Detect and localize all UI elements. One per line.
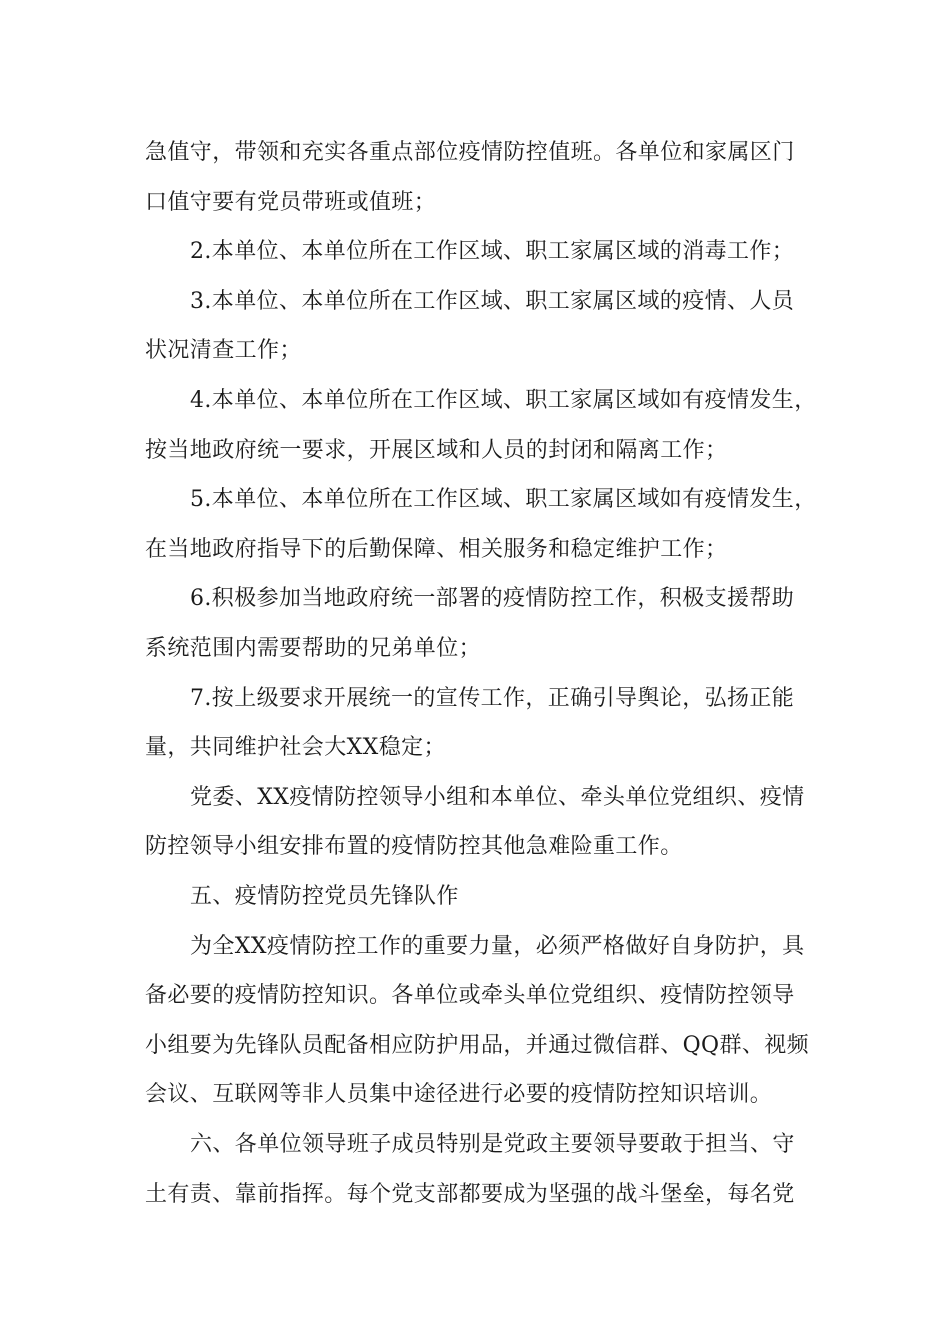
- section-heading-6: 六、各单位领导班子成员特别是党政主要领导要敢于担当、守: [190, 1132, 795, 1157]
- body-text-line: 状况清查工作；: [145, 338, 302, 363]
- paragraph-first-line: 为全XX疫情防控工作的重要力量，必须严格做好自身防护，具: [190, 934, 805, 959]
- body-text-line: 按当地政府统一要求，开展区域和人员的封闭和隔离工作；: [145, 438, 728, 463]
- body-text-line: 在当地政府指导下的后勤保障、相关服务和稳定维护工作；: [145, 537, 728, 562]
- list-item-6: 6.积极参加当地政府统一部署的疫情防控工作，积极支援帮助: [190, 586, 795, 611]
- body-text-line: 口值守要有党员带班或值班；: [145, 190, 437, 215]
- list-item-4: 4.本单位、本单位所在工作区域、职工家属区域如有疫情发生，: [190, 388, 817, 413]
- body-text-line: 系统范围内需要帮助的兄弟单位；: [145, 636, 482, 661]
- body-text-line: 小组要为先锋队员配备相应防护用品，并通过微信群、QQ群、视频: [145, 1033, 810, 1058]
- list-item-5: 5.本单位、本单位所在工作区域、职工家属区域如有疫情发生，: [190, 487, 817, 512]
- list-item-3: 3.本单位、本单位所在工作区域、职工家属区域的疫情、人员: [190, 289, 795, 314]
- body-text-line: 急值守，带领和充实各重点部位疫情防控值班。各单位和家属区门: [145, 140, 795, 165]
- list-item-2: 2.本单位、本单位所在工作区域、职工家属区域的消毒工作；: [190, 239, 795, 264]
- list-item-7: 7.按上级要求开展统一的宣传工作，正确引导舆论，弘扬正能: [190, 686, 795, 711]
- body-text-line: 土有责、靠前指挥。每个党支部都要成为坚强的战斗堡垒，每名党: [145, 1182, 795, 1207]
- section-heading-5: 五、疫情防控党员先锋队作: [190, 884, 459, 909]
- paragraph-first-line: 党委、XX疫情防控领导小组和本单位、牵头单位党组织、疫情: [190, 785, 805, 810]
- body-text-line: 会议、互联网等非人员集中途径进行必要的疫情防控知识培训。: [145, 1082, 773, 1107]
- body-text-line: 防控领导小组安排布置的疫情防控其他急难险重工作。: [145, 834, 683, 859]
- body-text-line: 备必要的疫情防控知识。各单位或牵头单位党组织、疫情防控领导: [145, 983, 795, 1008]
- body-text-line: 量，共同维护社会大XX稳定；: [145, 735, 446, 760]
